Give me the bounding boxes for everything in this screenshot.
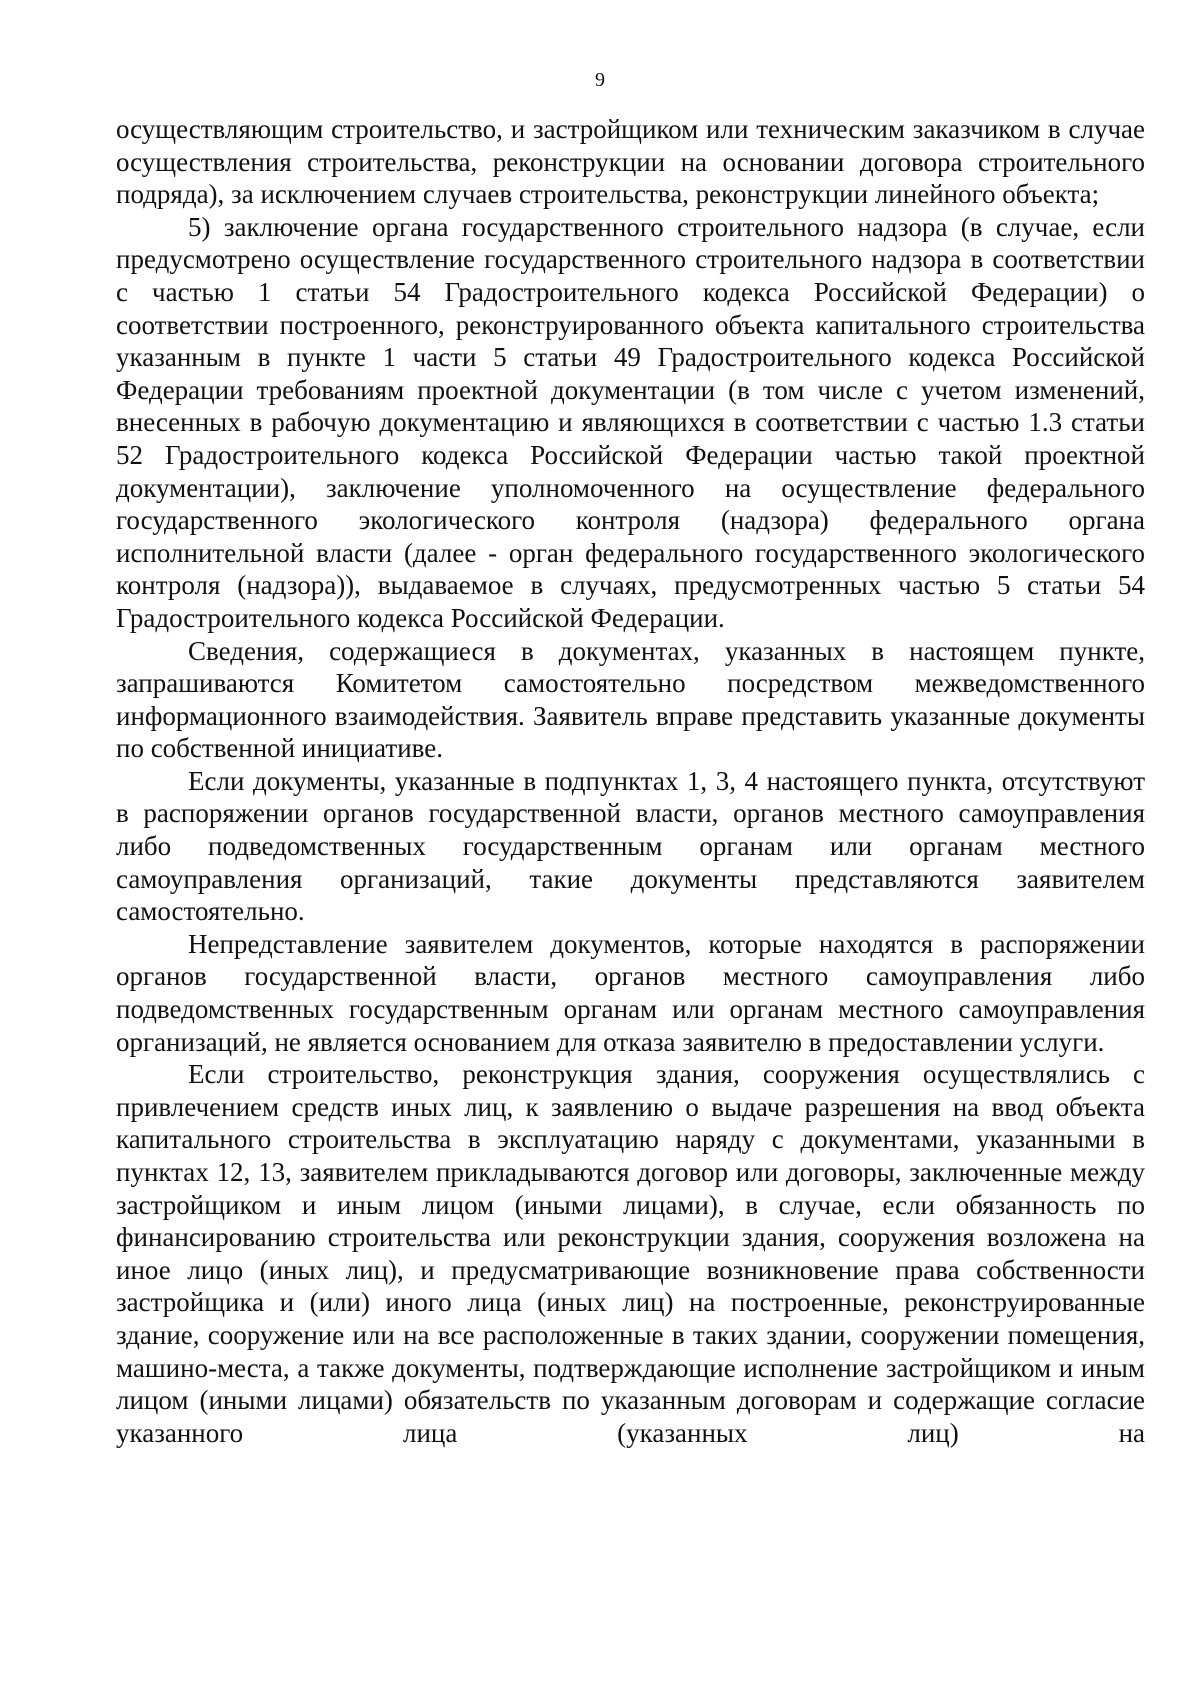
page-number: 9 bbox=[595, 69, 605, 91]
paragraph-non-submission: Непредставление заявителем документов, которые находятся в распоряжении органов государственной власти, органов местного самоуправления либо подведомственных государственным органам или органам местного самоуправления организаций, не является основанием для отказа заявителю в предоставлении услуги. bbox=[116, 928, 1145, 1057]
paragraph-interagency-request: Сведения, содержащиеся в документах, указанных в настоящем пункте, запрашиваются Комитетом самостоятельно посредством межведомственного информационного взаимодействия. Заявитель вправе представить указанные документы по собственной инициативе. bbox=[116, 635, 1145, 764]
paragraph-self-submission: Если документы, указанные в подпунктах 1, 3, 4 настоящего пункта, отсутствуют в распоряжении органов государственной власти, органов местного самоуправления либо подведомственных государственным органам или органам местного самоуправления организаций, такие документы представляются заявителем самостоятельно. bbox=[116, 765, 1145, 927]
paragraph-third-party-funding: Если строительство, реконструкция здания, сооружения осуществлялись с привлечением средств иных лиц, к заявлению о выдаче разрешения на ввод объекта капитального строительства в эксплуатацию наряду с документами, указанными в пунктах 12, 13, заявителем прикладываются договор или договоры, заключенные между застройщиком и иным лицом (иными лицами), в случае, если обязанность по финансированию строительства или реконструкции здания, сооружения возложена на иное лицо (иных лиц), и предусматривающие возникновение права собственности застройщика и (или) иного лица (иных лиц) на построенные, реконструированные здание, сооружение или на все расположенные в таких здании, сооружении помещения, машино-места, а также документы, подтверждающие исполнение застройщиком и иным лицом (иными лицами) обязательств по указанным договорам и содержащие согласие указанного лица (указанных лиц) на bbox=[116, 1059, 1145, 1448]
document-body bbox=[116, 113, 1145, 1449]
paragraph-continuation: осуществляющим строительство, и застройщиком или техническим заказчиком в случае осуществления строительства, реконструкции на основании договора строительного подряда), за исключением случаев строительства, реконструкции линейного объекта; bbox=[116, 114, 1145, 210]
paragraph-item-5: 5) заключение органа государственного строительного надзора (в случае, если предусмотрено осуществление государственного строительного надзора в соответствии с частью 1 статьи 54 Градостроительного кодекса Российской Федерации) о соответствии построенного, реконструированного объекта капитального строительства указанным в пункте 1 части 5 статьи 49 Градостроительного кодекса Российской Федерации требованиям проектной документации (в том числе с учетом изменений, внесенных в рабочую документацию и являющихся в соответствии с частью 1.3 статьи 52 Градостроительного кодекса Российской Федерации частью такой проектной документации), заключение уполномоченного на осуществление федерального государственного экологического контроля (надзора) федерального органа исполнительной власти (далее - орган федерального государственного экологического контроля (надзора)), выдаваемое в случаях, предусмотренных частью 5 статьи 54 Градостроительного кодекса Российской Федерации. bbox=[116, 211, 1145, 633]
